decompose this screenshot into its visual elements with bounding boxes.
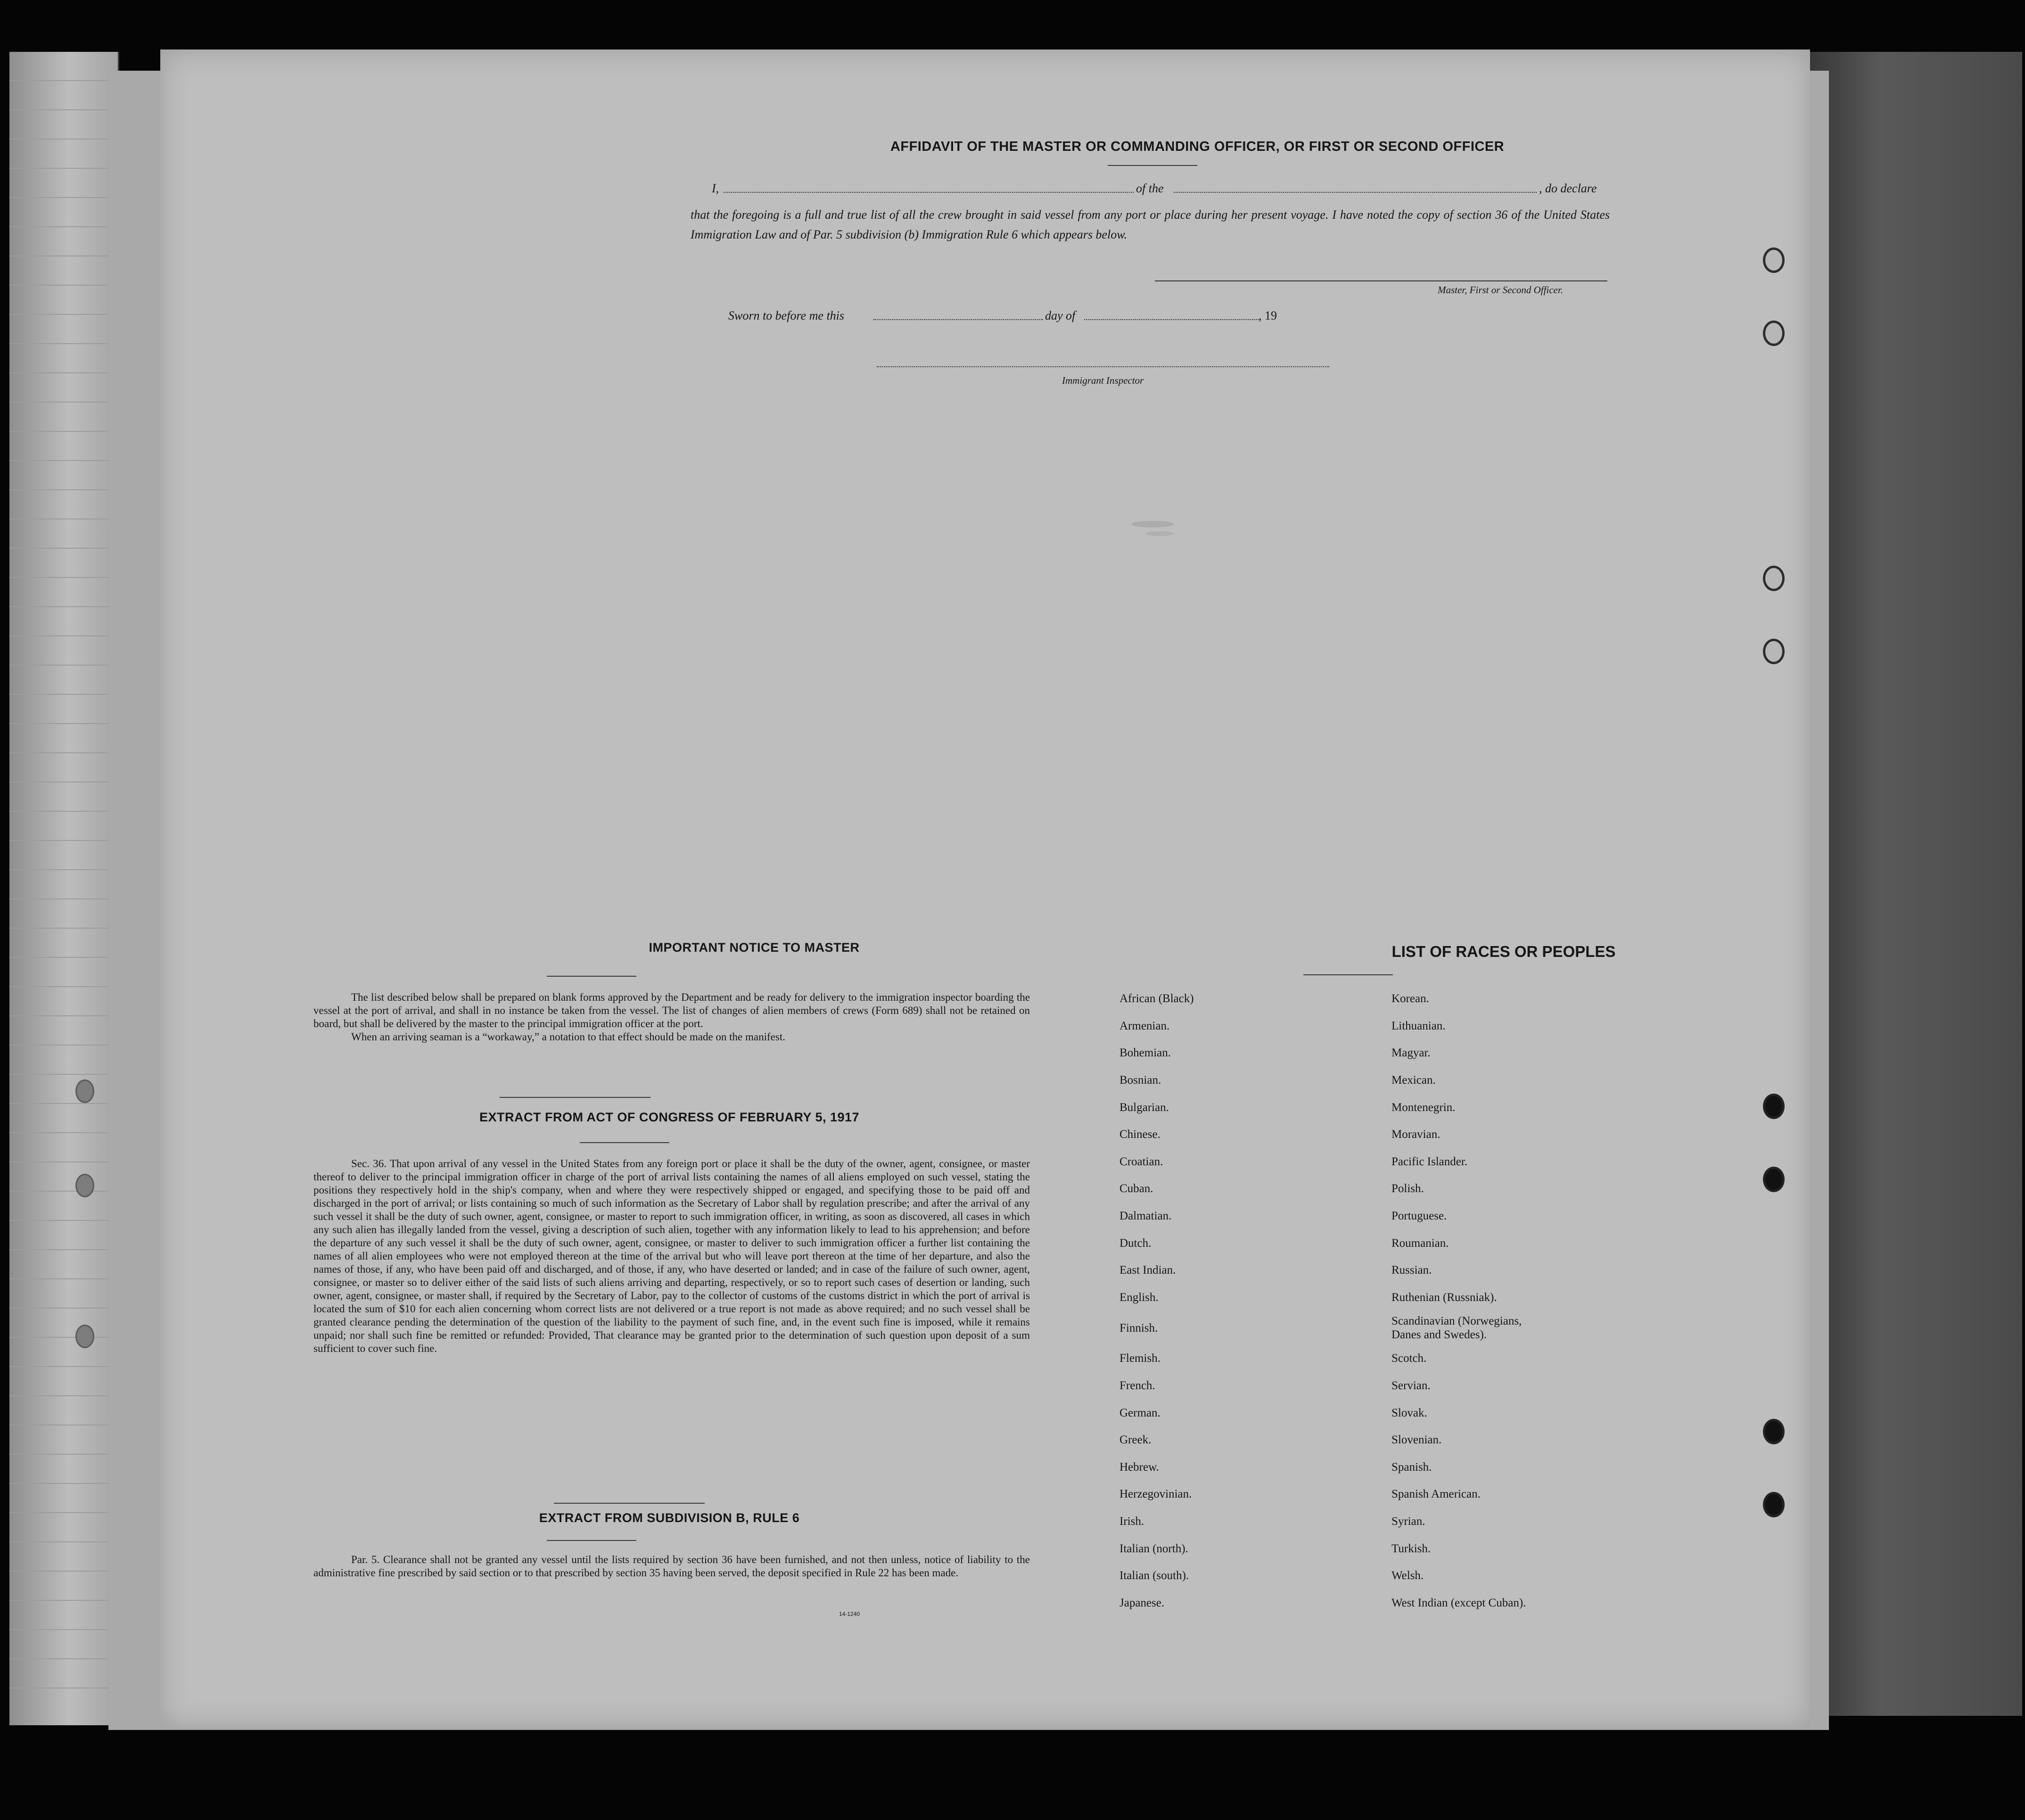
ruled-line bbox=[9, 986, 118, 987]
race-entry: Welsh. bbox=[1391, 1569, 1424, 1582]
race-entry: Scotch. bbox=[1391, 1352, 1427, 1365]
race-entry: Bohemian. bbox=[1120, 1046, 1171, 1060]
ruled-line bbox=[9, 109, 118, 110]
ruled-line bbox=[9, 606, 118, 607]
ruled-line bbox=[9, 898, 118, 899]
ruled-line bbox=[9, 1220, 118, 1221]
ruled-line bbox=[9, 1337, 118, 1338]
ruled-line bbox=[9, 840, 118, 841]
binder-hole bbox=[1763, 1094, 1785, 1119]
race-entry: Dutch. bbox=[1120, 1236, 1152, 1250]
ruled-line bbox=[9, 343, 118, 344]
underlying-pages-left bbox=[9, 52, 119, 1725]
race-entry: Croatian. bbox=[1120, 1155, 1163, 1168]
ruled-line bbox=[9, 1278, 118, 1279]
race-entry: East Indian. bbox=[1120, 1264, 1176, 1277]
divider bbox=[580, 1142, 669, 1143]
act-extract-body bbox=[313, 1157, 1030, 1355]
ruled-line bbox=[9, 1483, 118, 1484]
ruled-line bbox=[9, 255, 118, 256]
ruled-line bbox=[9, 314, 118, 315]
ruled-line bbox=[9, 1161, 118, 1162]
master-signature-caption: Master, First or Second Officer. bbox=[1438, 284, 1563, 296]
race-entry: African (Black) bbox=[1120, 992, 1194, 1005]
binder-hole bbox=[75, 1079, 94, 1103]
ruled-line bbox=[9, 139, 118, 140]
race-entry: Chinese. bbox=[1120, 1128, 1161, 1141]
ruled-line bbox=[9, 197, 118, 198]
race-entry: English. bbox=[1120, 1291, 1159, 1304]
ruled-line bbox=[9, 752, 118, 753]
ruled-line bbox=[9, 1103, 118, 1104]
show-through-mark bbox=[1145, 531, 1174, 536]
race-entry: German. bbox=[1120, 1406, 1161, 1419]
rule-extract-title: EXTRACT FROM SUBDIVISION B, RULE 6 bbox=[539, 1511, 800, 1525]
race-entry: Syrian. bbox=[1391, 1515, 1425, 1528]
race-entry: Hebrew. bbox=[1120, 1460, 1159, 1474]
ruled-line bbox=[9, 372, 118, 373]
notice-paragraph: The list described below shall be prepared on blank forms approved by the Department and be ready for delivery to the immigration inspector boarding the vessel at the port of arrival, and shall in no instance be taken from the vessel. The list of changes of alien members of crews (Form 689) shall not be retained on board, but shall be delivered by the master to the principal immigration officer at the port. bbox=[313, 991, 1030, 1029]
affidavit-paragraph: that the foregoing is a full and true list of all the crew brought in said vessel from any port or place during her present voyage. I have noted the copy of section 36 of the United States Immigration Law and of Par. 5 subdivision (b) Immigration Rule 6 which appears below. bbox=[691, 208, 1610, 241]
ruled-line bbox=[9, 1015, 118, 1016]
manifest-page bbox=[160, 49, 1810, 1728]
sworn-year-label: , 19 bbox=[1259, 309, 1277, 322]
race-entry: Flemish. bbox=[1120, 1352, 1161, 1365]
sworn-prefix: Sworn to before me this bbox=[728, 309, 845, 322]
race-entry: Finnish. bbox=[1120, 1321, 1158, 1334]
race-entry: Italian (south). bbox=[1120, 1569, 1189, 1582]
ruled-line bbox=[9, 489, 118, 490]
ruled-line bbox=[9, 460, 118, 461]
race-entry: West Indian (except Cuban). bbox=[1391, 1596, 1526, 1609]
ruled-line bbox=[9, 80, 118, 81]
form-number: 14-1240 bbox=[839, 1611, 860, 1617]
race-entry: Herzegovinian. bbox=[1120, 1488, 1192, 1501]
binder-hole bbox=[1763, 1167, 1785, 1192]
ruled-line bbox=[9, 168, 118, 169]
race-entry: Scandinavian (Norwegians, Danes and Swedes). bbox=[1391, 1315, 1522, 1342]
ruled-line bbox=[9, 402, 118, 403]
race-entry: Slovenian. bbox=[1391, 1433, 1442, 1447]
binder-hole bbox=[1763, 1419, 1785, 1444]
race-entry: Mexican. bbox=[1391, 1074, 1436, 1087]
inspector-caption: Immigrant Inspector bbox=[1062, 375, 1144, 386]
notice-body bbox=[313, 991, 1030, 1044]
sworn-day-of-label: day of bbox=[1045, 309, 1076, 322]
vessel-name-field[interactable] bbox=[1174, 192, 1537, 193]
act-extract-paragraph: Sec. 36. That upon arrival of any vessel in the United States from any foreign port or place it shall be the duty of the owner, agent, consignee, or master thereof to deliver to the principal immigration officer in charge of the port of arrival lists containing the names of all aliens employed on such vessel, stating the positions they respectively hold in the ship's company, when and where they were respectively shipped or engaged, and specifying those to be paid off and discharged in the port of arrival; or lists containing so much of such information as the Secretary of Labor shall by regulation prescribe; and after the arrival of any such vessel it shall be the duty of such owner, agent, consignee, or master to report to such immigration officer, in writing, as soon as discovered, all cases in which any such alien has illegally landed from the vessel, giving a description of such alien, together with any information likely to lead to his apprehension; and before the departure of any such vessel it shall be the duty of such owner, agent, consignee, or master to deliver to such immigration officer a further list containing the names of all alien employees who were not employed thereon at the time of the arrival but who will leave port thereon at the time of her departure, and also the names of those, if any, who have been paid off and discharged, and of those, if any, who have deserted or landed; and in case of the failure of such owner, agent, consignee, or master so to deliver either of the said lists of such aliens arriving and departing, respectively, or so to report such cases of desertion or landing, such owner, agent, consignee, or master shall, if required by the Secretary of Labor, pay to the collector of customs of the customs district in which the port of arrival is located the sum of $10 for each alien concerning whom correct lists are not delivered or a true report is not made as above required; and no such vessel shall be granted clearance pending the determination of the question of the liability to the payment of such fine, and, in the event such fine is imposed, while it remains unpaid; nor shall such fine be remitted or refunded: Provided, That clearance may be granted prior to the determination of such question upon deposit of a sum sufficient to cover such fine. bbox=[313, 1158, 1030, 1354]
master-signature-line[interactable] bbox=[1155, 280, 1607, 281]
race-entry: Korean. bbox=[1391, 992, 1429, 1005]
divider bbox=[547, 1540, 636, 1541]
master-name-field[interactable] bbox=[724, 192, 1134, 193]
ruled-line bbox=[9, 1629, 118, 1630]
divider bbox=[554, 1503, 705, 1504]
ruled-line bbox=[9, 1454, 118, 1455]
ruled-line bbox=[9, 548, 118, 549]
ruled-line bbox=[9, 1658, 118, 1659]
race-entry: Ruthenian (Russniak). bbox=[1391, 1291, 1497, 1304]
race-entry: Greek. bbox=[1120, 1433, 1152, 1447]
ruled-line bbox=[9, 1366, 118, 1367]
ruled-line bbox=[9, 431, 118, 432]
sworn-month-field[interactable] bbox=[1084, 319, 1259, 320]
ruled-line bbox=[9, 928, 118, 929]
ruled-line bbox=[9, 1308, 118, 1309]
ruled-line bbox=[9, 1045, 118, 1046]
race-entry: Turkish. bbox=[1391, 1542, 1431, 1555]
ruled-line bbox=[9, 1249, 118, 1250]
ruled-line bbox=[9, 226, 118, 227]
race-entry: Cuban. bbox=[1120, 1182, 1153, 1195]
race-entry: Dalmatian. bbox=[1120, 1210, 1172, 1223]
race-entry: Lithuanian. bbox=[1391, 1019, 1446, 1032]
ruled-line bbox=[9, 665, 118, 666]
race-entry: Irish. bbox=[1120, 1515, 1144, 1528]
ruled-line bbox=[9, 694, 118, 695]
binder-hole bbox=[75, 1174, 94, 1197]
binder-hole bbox=[1763, 321, 1785, 346]
affidavit-i-label: I, bbox=[712, 181, 719, 195]
show-through-mark bbox=[1131, 521, 1174, 527]
ruled-line bbox=[9, 1191, 118, 1192]
race-entry: Italian (north). bbox=[1120, 1542, 1188, 1555]
ruled-line bbox=[9, 869, 118, 870]
ruled-line bbox=[9, 1074, 118, 1075]
affidavit-of-the-label: of the bbox=[1136, 181, 1164, 195]
divider bbox=[1303, 974, 1393, 975]
divider bbox=[500, 1097, 650, 1098]
race-entry: Spanish. bbox=[1391, 1460, 1432, 1474]
inspector-signature-line[interactable] bbox=[877, 366, 1329, 367]
race-entry: Bulgarian. bbox=[1120, 1101, 1169, 1114]
race-entry: Slovak. bbox=[1391, 1406, 1427, 1419]
act-extract-title: EXTRACT FROM ACT OF CONGRESS OF FEBRUARY 5, 1917 bbox=[479, 1110, 860, 1124]
notice-paragraph: When an arriving seaman is a “workaway,” a notation to that effect should be made on the manifest. bbox=[351, 1031, 785, 1043]
race-entry: Armenian. bbox=[1120, 1019, 1170, 1032]
binder-hole bbox=[1763, 566, 1785, 591]
ruled-line bbox=[9, 957, 118, 958]
ruled-line bbox=[9, 285, 118, 286]
affidavit-title: AFFIDAVIT OF THE MASTER OR COMMANDING OFFICER, OR FIRST OR SECOND OFFICER bbox=[890, 139, 1505, 154]
race-entry: Pacific Islander. bbox=[1391, 1155, 1468, 1168]
ruled-line bbox=[9, 1571, 118, 1572]
race-entry: Japanese. bbox=[1120, 1596, 1165, 1609]
race-entry: Spanish American. bbox=[1391, 1488, 1481, 1501]
binder-hole bbox=[75, 1325, 94, 1348]
divider bbox=[1108, 165, 1197, 166]
binder-hole bbox=[1763, 247, 1785, 273]
race-entry: Moravian. bbox=[1391, 1128, 1441, 1141]
ruled-line bbox=[9, 635, 118, 636]
race-entry: French. bbox=[1120, 1379, 1155, 1392]
divider bbox=[547, 976, 636, 977]
race-entry: Bosnian. bbox=[1120, 1074, 1161, 1087]
sworn-day-field[interactable] bbox=[873, 319, 1043, 320]
race-entry: Roumanian. bbox=[1391, 1236, 1449, 1250]
races-left-column bbox=[1120, 985, 1355, 1616]
ruled-line bbox=[9, 1512, 118, 1513]
race-entry: Russian. bbox=[1391, 1264, 1432, 1277]
ruled-line bbox=[9, 1395, 118, 1396]
races-title: LIST OF RACES OR PEOPLES bbox=[1391, 943, 1616, 960]
ruled-line bbox=[9, 577, 118, 578]
rule-extract-body bbox=[313, 1553, 1030, 1580]
race-entry: Portuguese. bbox=[1391, 1210, 1447, 1223]
ruled-line bbox=[9, 723, 118, 724]
races-right-column bbox=[1391, 985, 1684, 1616]
ruled-line bbox=[9, 1541, 118, 1542]
rule-extract-paragraph: Par. 5. Clearance shall not be granted any vessel until the lists required by section 36 have been furnished, and not then unless, notice of liability to the administrative fine prescribed by said section or to that prescribed by section 35 having been served, the deposit specified in Rule 22 has been made. bbox=[313, 1554, 1030, 1579]
ruled-line bbox=[9, 1132, 118, 1133]
ruled-line bbox=[9, 811, 118, 812]
notice-title: IMPORTANT NOTICE TO MASTER bbox=[649, 940, 860, 955]
race-entry: Montenegrin. bbox=[1391, 1101, 1456, 1114]
race-entry: Magyar. bbox=[1391, 1046, 1431, 1060]
binder-hole bbox=[1763, 1492, 1785, 1517]
affidavit-declare-label: , do declare bbox=[1539, 181, 1597, 195]
race-entry: Servian. bbox=[1391, 1379, 1431, 1392]
binder-hole bbox=[1763, 639, 1785, 664]
race-entry: Polish. bbox=[1391, 1182, 1424, 1195]
ruled-line bbox=[9, 1600, 118, 1601]
